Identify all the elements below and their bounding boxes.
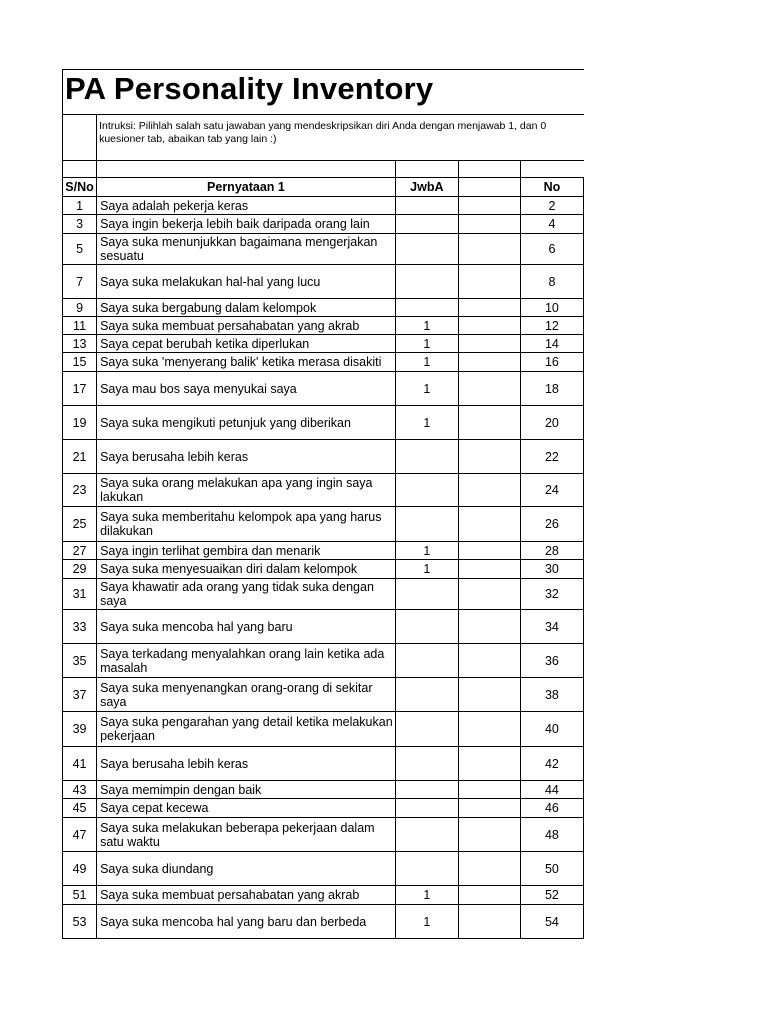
- statement-cell[interactable]: Saya berusaha lebih keras: [97, 440, 396, 474]
- table-row: [63, 197, 584, 215]
- sno-cell[interactable]: 31: [63, 579, 97, 610]
- sno-cell[interactable]: 33: [63, 610, 97, 644]
- statement-cell[interactable]: Saya suka mencoba hal yang baru: [97, 610, 396, 644]
- jwba-cell[interactable]: [395, 234, 458, 265]
- blank-cell[interactable]: [458, 644, 520, 678]
- jwba-cell[interactable]: [395, 818, 458, 852]
- sno-cell[interactable]: 37: [63, 678, 97, 712]
- blank-cell[interactable]: [458, 161, 520, 178]
- table-row: [63, 747, 584, 781]
- blank-cell[interactable]: [458, 215, 520, 234]
- page-title: PA Personality Inventory: [65, 71, 434, 106]
- jwba-cell[interactable]: [395, 507, 458, 542]
- blank-cell[interactable]: [458, 799, 520, 818]
- sno-cell[interactable]: 7: [63, 265, 97, 299]
- statement-cell[interactable]: Saya terkadang menyalahkan orang lain ketika ada masalah: [97, 644, 396, 678]
- jwba-cell[interactable]: 1: [395, 542, 458, 560]
- no-cell[interactable]: 4: [520, 215, 583, 234]
- no-cell[interactable]: 44: [520, 781, 583, 799]
- inventory-table: [62, 69, 584, 939]
- blank-cell[interactable]: [458, 852, 520, 886]
- instruction-spacer-cell[interactable]: [63, 115, 97, 161]
- statement-cell[interactable]: Saya adalah pekerja keras: [97, 197, 396, 215]
- statement-cell[interactable]: Saya suka menyenangkan orang-orang di sekitar saya: [97, 678, 396, 712]
- blank-cell[interactable]: [458, 542, 520, 560]
- sno-cell[interactable]: 35: [63, 644, 97, 678]
- jwba-cell[interactable]: 1: [395, 406, 458, 440]
- jwba-cell[interactable]: [395, 747, 458, 781]
- header-blank[interactable]: [458, 178, 520, 197]
- jwba-cell[interactable]: 1: [395, 372, 458, 406]
- statement-cell[interactable]: Saya suka melakukan hal-hal yang lucu: [97, 265, 396, 299]
- statement-cell[interactable]: Saya cepat kecewa: [97, 799, 396, 818]
- no-cell[interactable]: 42: [520, 747, 583, 781]
- instruction-cell[interactable]: [97, 115, 584, 161]
- blank-cell[interactable]: [458, 712, 520, 747]
- no-cell[interactable]: 54: [520, 905, 583, 939]
- blank-cell[interactable]: [458, 886, 520, 905]
- jwba-cell[interactable]: [395, 712, 458, 747]
- blank-cell[interactable]: [458, 372, 520, 406]
- sno-cell[interactable]: 15: [63, 353, 97, 372]
- sno-cell[interactable]: 1: [63, 197, 97, 215]
- table-row: [63, 799, 584, 818]
- statement-cell[interactable]: Saya suka pengarahan yang detail ketika melakukan pekerjaan: [97, 712, 396, 747]
- jwba-cell[interactable]: 1: [395, 335, 458, 353]
- blank-cell[interactable]: [458, 197, 520, 215]
- statement-cell[interactable]: Saya suka bergabung dalam kelompok: [97, 299, 396, 317]
- table-row: [63, 542, 584, 560]
- table-row: [63, 818, 584, 852]
- sno-cell[interactable]: 29: [63, 560, 97, 579]
- no-cell[interactable]: 18: [520, 372, 583, 406]
- jwba-cell[interactable]: [395, 678, 458, 712]
- statement-cell[interactable]: Saya suka diundang: [97, 852, 396, 886]
- no-cell[interactable]: 50: [520, 852, 583, 886]
- blank-cell[interactable]: [458, 818, 520, 852]
- header-no[interactable]: No: [520, 178, 583, 197]
- jwba-cell[interactable]: 1: [395, 905, 458, 939]
- table-row: [63, 579, 584, 610]
- instruction-row: [63, 115, 584, 161]
- table-row: [63, 317, 584, 335]
- blank-cell[interactable]: [458, 335, 520, 353]
- table-row: [63, 886, 584, 905]
- sno-cell[interactable]: 41: [63, 747, 97, 781]
- blank-cell[interactable]: [458, 579, 520, 610]
- no-cell[interactable]: 2: [520, 197, 583, 215]
- sno-cell[interactable]: 23: [63, 474, 97, 507]
- blank-cell[interactable]: [458, 299, 520, 317]
- no-cell[interactable]: 34: [520, 610, 583, 644]
- sno-cell[interactable]: 27: [63, 542, 97, 560]
- no-cell[interactable]: 26: [520, 507, 583, 542]
- jwba-cell[interactable]: [395, 781, 458, 799]
- statement-cell[interactable]: Saya suka membuat persahabatan yang akrab: [97, 317, 396, 335]
- no-cell[interactable]: 46: [520, 799, 583, 818]
- table-row: [63, 335, 584, 353]
- no-cell[interactable]: 28: [520, 542, 583, 560]
- statement-cell[interactable]: Saya suka memberitahu kelompok apa yang harus dilakukan: [97, 507, 396, 542]
- blank-row: [63, 161, 584, 178]
- sno-cell[interactable]: 47: [63, 818, 97, 852]
- sno-cell[interactable]: 43: [63, 781, 97, 799]
- table-row: [63, 610, 584, 644]
- header-statement[interactable]: Pernyataan 1: [97, 178, 396, 197]
- blank-cell[interactable]: [458, 353, 520, 372]
- blank-cell[interactable]: [395, 161, 458, 178]
- table-row: [63, 781, 584, 799]
- jwba-cell[interactable]: [395, 299, 458, 317]
- statement-cell[interactable]: Saya suka mengikuti petunjuk yang diberikan: [97, 406, 396, 440]
- table-row: [63, 215, 584, 234]
- table-row: [63, 712, 584, 747]
- blank-cell[interactable]: [520, 161, 583, 178]
- sno-cell[interactable]: 3: [63, 215, 97, 234]
- statement-cell[interactable]: Saya suka mencoba hal yang baru dan berbeda: [97, 905, 396, 939]
- jwba-cell[interactable]: [395, 644, 458, 678]
- no-cell[interactable]: 16: [520, 353, 583, 372]
- table-row: [63, 440, 584, 474]
- sno-cell[interactable]: 17: [63, 372, 97, 406]
- blank-cell[interactable]: [458, 781, 520, 799]
- jwba-cell[interactable]: [395, 799, 458, 818]
- sno-cell[interactable]: 5: [63, 234, 97, 265]
- no-cell[interactable]: 14: [520, 335, 583, 353]
- statement-cell[interactable]: Saya suka menunjukkan bagaimana mengerjakan sesuatu: [97, 234, 396, 265]
- no-cell[interactable]: 6: [520, 234, 583, 265]
- blank-cell[interactable]: [458, 234, 520, 265]
- no-cell[interactable]: 32: [520, 579, 583, 610]
- jwba-cell[interactable]: 1: [395, 560, 458, 579]
- no-cell[interactable]: 36: [520, 644, 583, 678]
- sno-cell[interactable]: 53: [63, 905, 97, 939]
- statement-cell[interactable]: Saya ingin terlihat gembira dan menarik: [97, 542, 396, 560]
- blank-cell[interactable]: [458, 560, 520, 579]
- statement-cell[interactable]: Saya suka 'menyerang balik' ketika merasa disakiti: [97, 353, 396, 372]
- jwba-cell[interactable]: 1: [395, 353, 458, 372]
- sno-cell[interactable]: 39: [63, 712, 97, 747]
- no-cell[interactable]: 38: [520, 678, 583, 712]
- jwba-cell[interactable]: [395, 265, 458, 299]
- header-jwba[interactable]: JwbA: [395, 178, 458, 197]
- table-row: [63, 678, 584, 712]
- title-cell[interactable]: [63, 70, 584, 115]
- table-row: [63, 644, 584, 678]
- blank-cell[interactable]: [458, 474, 520, 507]
- jwba-cell[interactable]: [395, 474, 458, 507]
- sno-cell[interactable]: 21: [63, 440, 97, 474]
- jwba-cell[interactable]: 1: [395, 317, 458, 335]
- no-cell[interactable]: 10: [520, 299, 583, 317]
- table-row: [63, 372, 584, 406]
- instruction-line-1: Intruksi: Pilihlah salah satu jawaban yang mendeskripsikan diri Anda dengan menjawab 1, dan 0: [99, 120, 547, 132]
- jwba-cell[interactable]: [395, 610, 458, 644]
- spreadsheet: [62, 69, 584, 939]
- table-row: [63, 234, 584, 265]
- jwba-cell[interactable]: [395, 852, 458, 886]
- table-row: [63, 852, 584, 886]
- blank-cell[interactable]: [458, 507, 520, 542]
- sno-cell[interactable]: 11: [63, 317, 97, 335]
- statement-cell[interactable]: Saya suka membuat persahabatan yang akrab: [97, 886, 396, 905]
- table-row: [63, 265, 584, 299]
- jwba-cell[interactable]: 1: [395, 886, 458, 905]
- blank-cell[interactable]: [458, 406, 520, 440]
- sno-cell[interactable]: 45: [63, 799, 97, 818]
- statement-cell[interactable]: Saya cepat berubah ketika diperlukan: [97, 335, 396, 353]
- no-cell[interactable]: 52: [520, 886, 583, 905]
- sno-cell[interactable]: 49: [63, 852, 97, 886]
- table-row: [63, 299, 584, 317]
- blank-cell[interactable]: [63, 161, 97, 178]
- jwba-cell[interactable]: [395, 579, 458, 610]
- jwba-cell[interactable]: [395, 215, 458, 234]
- no-cell[interactable]: 24: [520, 474, 583, 507]
- statement-cell[interactable]: Saya suka orang melakukan apa yang ingin saya lakukan: [97, 474, 396, 507]
- statement-cell[interactable]: Saya berusaha lebih keras: [97, 747, 396, 781]
- no-cell[interactable]: 30: [520, 560, 583, 579]
- table-row: [63, 353, 584, 372]
- sno-cell[interactable]: 13: [63, 335, 97, 353]
- sno-cell[interactable]: 25: [63, 507, 97, 542]
- no-cell[interactable]: 12: [520, 317, 583, 335]
- statement-cell[interactable]: Saya memimpin dengan baik: [97, 781, 396, 799]
- instruction-line-2: kuesioner tab, abaikan tab yang lain :): [99, 133, 277, 145]
- table-row: [63, 560, 584, 579]
- no-cell[interactable]: 48: [520, 818, 583, 852]
- no-cell[interactable]: 20: [520, 406, 583, 440]
- no-cell[interactable]: 40: [520, 712, 583, 747]
- table-row: [63, 507, 584, 542]
- statement-cell[interactable]: Saya suka menyesuaikan diri dalam kelompok: [97, 560, 396, 579]
- blank-cell[interactable]: [458, 905, 520, 939]
- table-row: [63, 474, 584, 507]
- blank-cell[interactable]: [458, 747, 520, 781]
- blank-cell[interactable]: [458, 440, 520, 474]
- table-row: [63, 406, 584, 440]
- statement-cell[interactable]: Saya khawatir ada orang yang tidak suka dengan saya: [97, 579, 396, 610]
- blank-cell[interactable]: [458, 265, 520, 299]
- blank-cell[interactable]: [458, 678, 520, 712]
- statement-cell[interactable]: Saya mau bos saya menyukai saya: [97, 372, 396, 406]
- header-sno[interactable]: S/No: [63, 178, 97, 197]
- table-row: [63, 905, 584, 939]
- sno-cell[interactable]: 19: [63, 406, 97, 440]
- header-row: [63, 178, 584, 197]
- jwba-cell[interactable]: [395, 197, 458, 215]
- no-cell[interactable]: 8: [520, 265, 583, 299]
- sno-cell[interactable]: 9: [63, 299, 97, 317]
- blank-cell[interactable]: [97, 161, 396, 178]
- sno-cell[interactable]: 51: [63, 886, 97, 905]
- title-row: [63, 70, 584, 115]
- blank-cell[interactable]: [458, 317, 520, 335]
- jwba-cell[interactable]: [395, 440, 458, 474]
- no-cell[interactable]: 22: [520, 440, 583, 474]
- statement-cell[interactable]: Saya suka melakukan beberapa pekerjaan dalam satu waktu: [97, 818, 396, 852]
- blank-cell[interactable]: [458, 610, 520, 644]
- statement-cell[interactable]: Saya ingin bekerja lebih baik daripada orang lain: [97, 215, 396, 234]
